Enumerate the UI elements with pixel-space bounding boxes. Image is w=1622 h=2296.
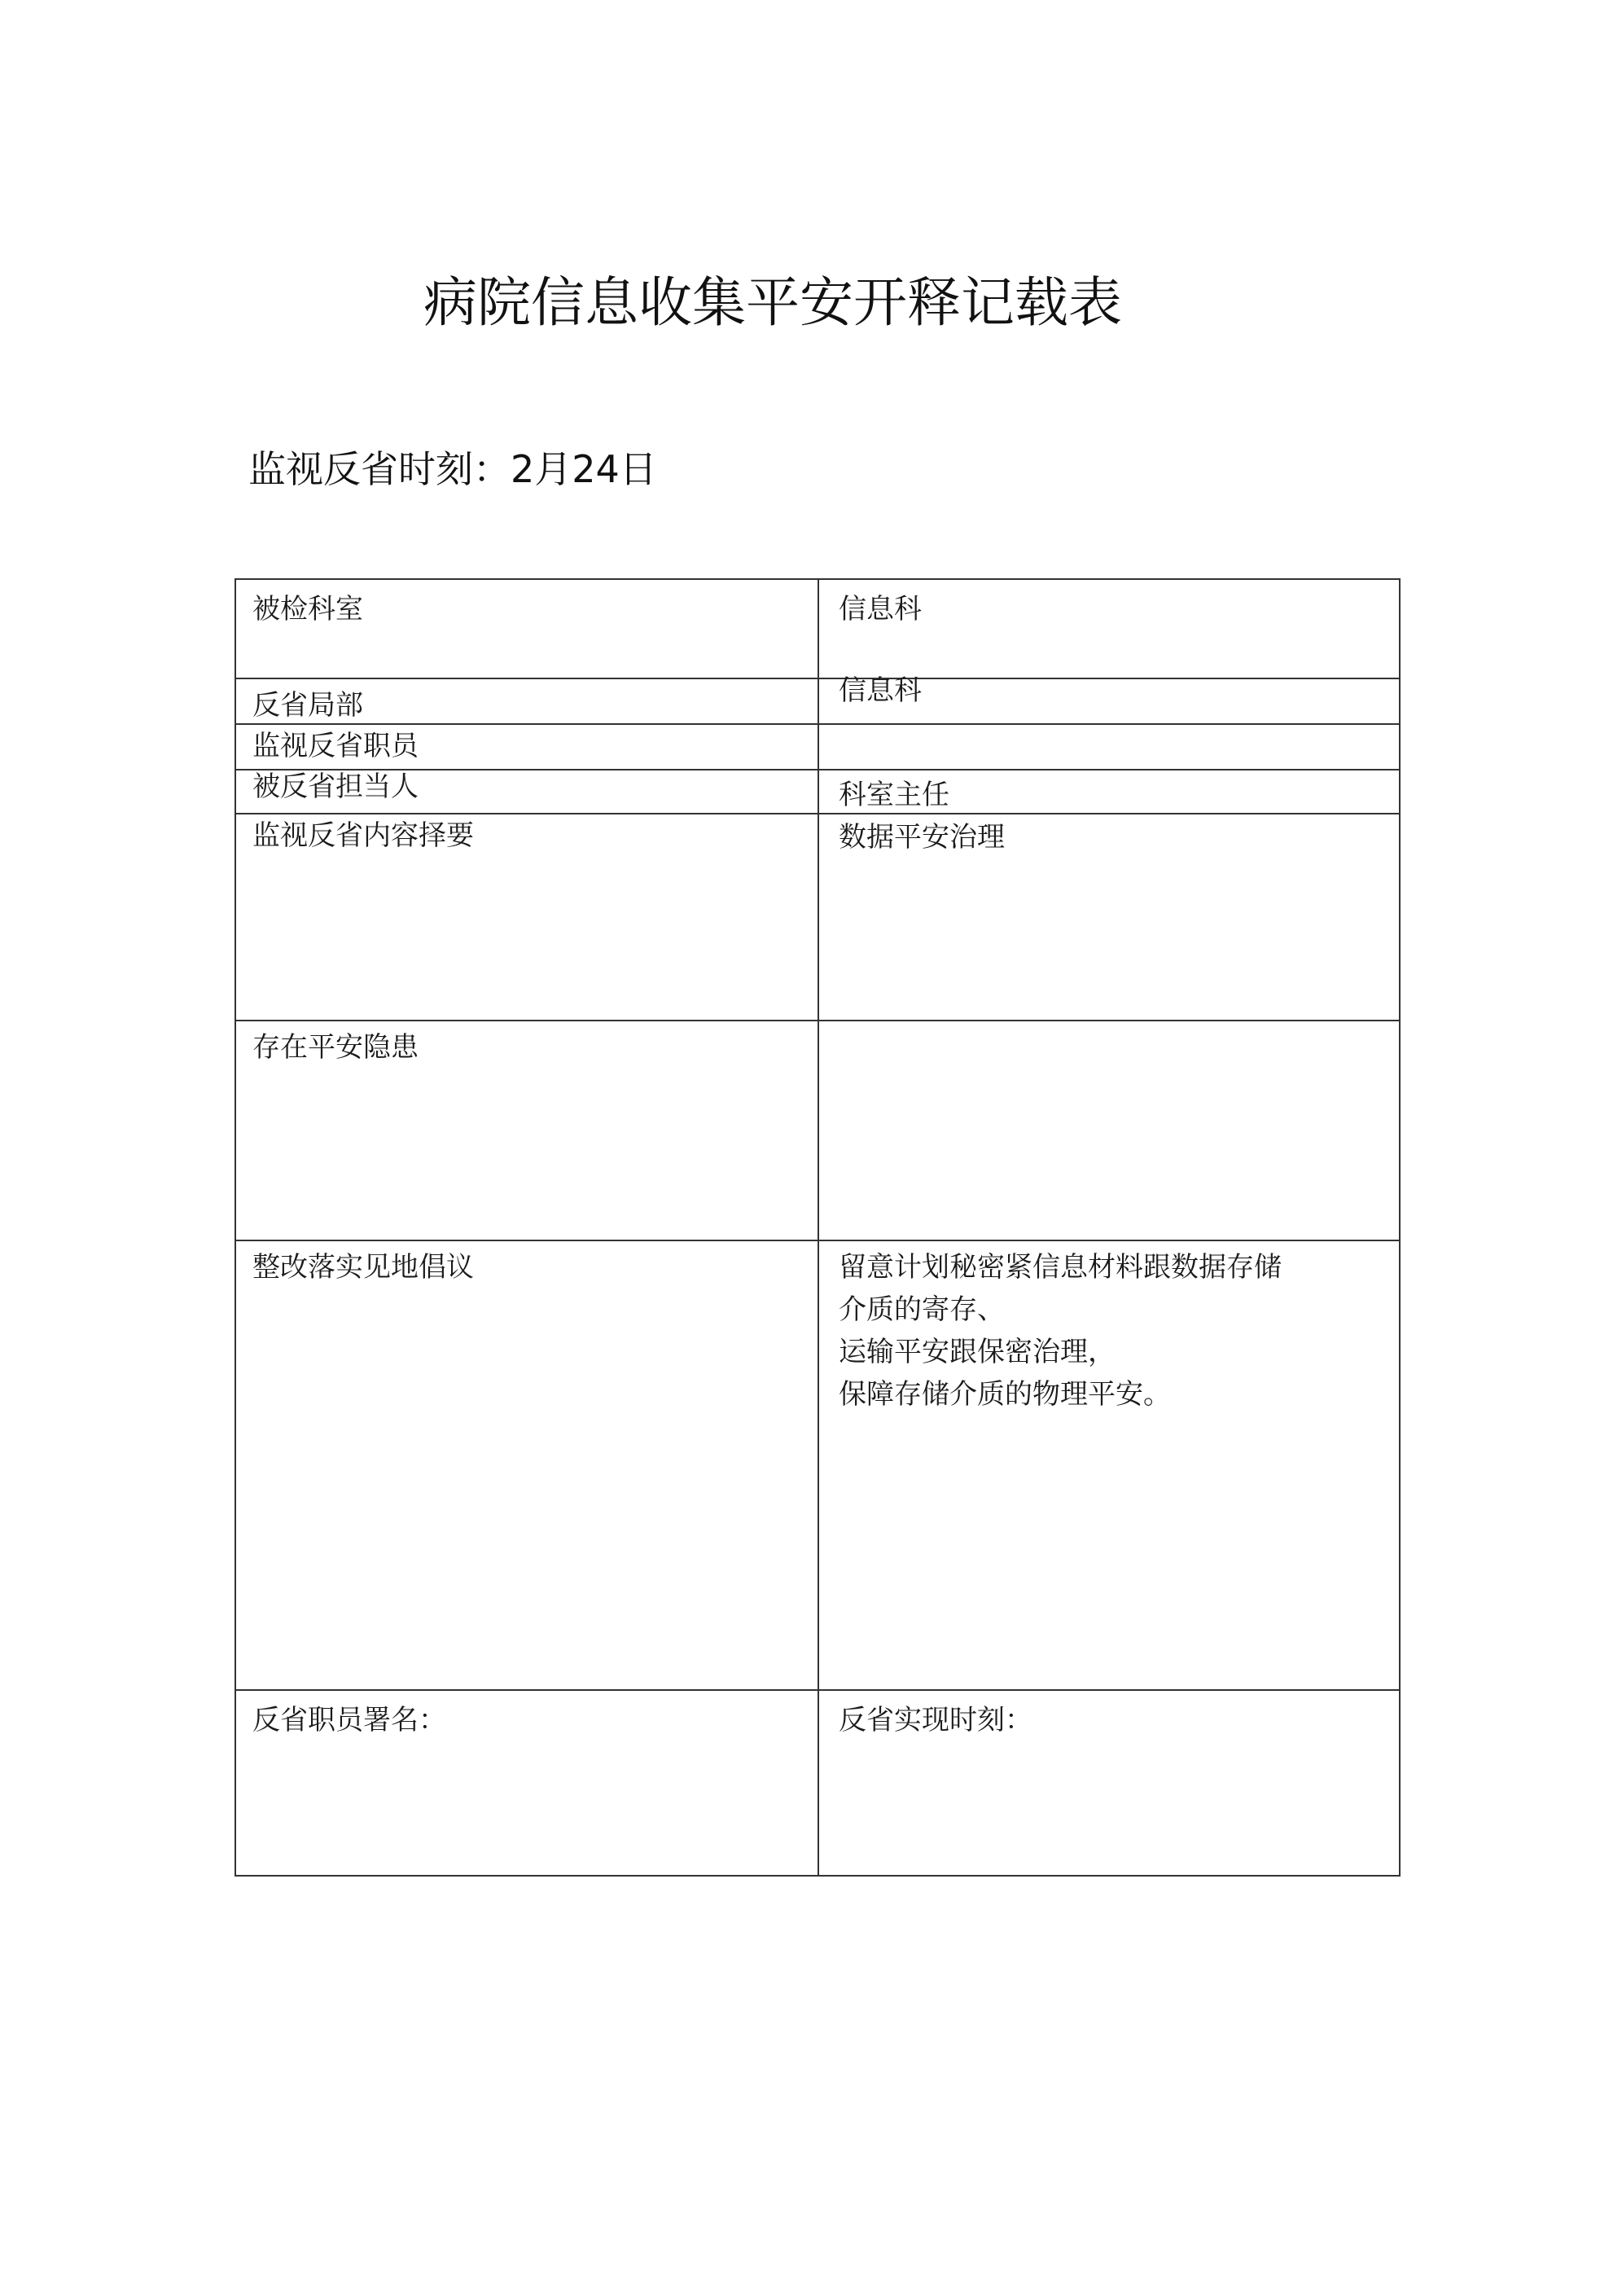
row-label: 反省局部 bbox=[252, 689, 363, 722]
value-line: 保障存储介质的物理平安。 bbox=[839, 1378, 1171, 1411]
page-title: 病院信息收集平安开释记载表 bbox=[423, 271, 1122, 334]
inspection-date: 监视反省时刻：2月24日 bbox=[248, 447, 657, 491]
table-row bbox=[236, 813, 1399, 1020]
row-value: 信息科 bbox=[818, 580, 1399, 678]
row-label: 被反省担当人 bbox=[252, 770, 419, 803]
table-row bbox=[236, 723, 1399, 769]
row-label: 整改落实见地倡议 bbox=[252, 1251, 474, 1284]
completion-time-label: 反省实现时刻： bbox=[818, 1691, 1399, 1875]
table-row bbox=[236, 1020, 1399, 1240]
table-row bbox=[236, 580, 1399, 678]
row-value bbox=[818, 1021, 1399, 1240]
record-table bbox=[235, 578, 1401, 1877]
table-row bbox=[236, 769, 1399, 813]
row-value bbox=[818, 725, 1399, 769]
row-label: 存在平安隐患 bbox=[252, 1031, 419, 1064]
value-line: 留意计划秘密紧信息材料跟数据存储 bbox=[839, 1251, 1282, 1284]
table-row bbox=[236, 1240, 1399, 1689]
row-label: 被检科室 bbox=[252, 593, 363, 626]
row-label: 监视反省职员 bbox=[252, 730, 419, 762]
row-value: 信息科 bbox=[818, 669, 1399, 723]
row-value: 科室主任 bbox=[818, 770, 1399, 813]
value-line: 运输平安跟保密治理， bbox=[839, 1336, 1116, 1368]
row-label: 监视反省内容择要 bbox=[252, 819, 474, 852]
table-row bbox=[236, 674, 1399, 723]
value-line: 介质的寄存、 bbox=[839, 1293, 1005, 1326]
row-value bbox=[818, 1241, 1399, 1689]
row-value: 数据平安治理 bbox=[818, 814, 1399, 1020]
signature-label: 反省职员署名： bbox=[252, 1704, 446, 1736]
table-row bbox=[236, 1689, 1399, 1875]
